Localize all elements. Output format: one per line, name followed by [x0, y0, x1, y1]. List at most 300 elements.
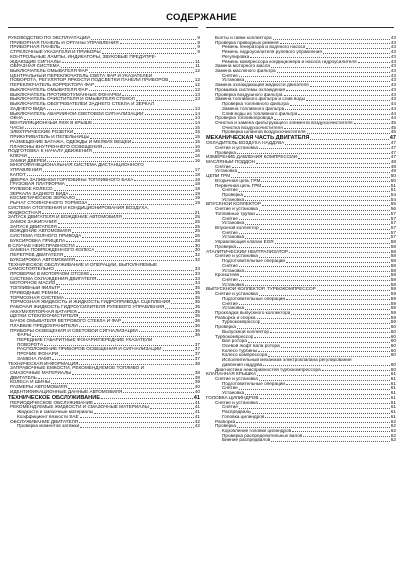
toc-leader-dots [44, 345, 194, 346]
toc-page-number: 15 [194, 130, 200, 135]
toc-leader-dots [281, 347, 390, 348]
toc-leader-dots [28, 157, 194, 158]
toc-page-number: 57 [390, 230, 396, 235]
toc-entry-title: Проверка приводных ремней [215, 40, 279, 45]
toc-page-number: 13 [194, 92, 200, 97]
toc-page-number: 38 [194, 375, 200, 380]
toc-leader-dots [163, 350, 194, 351]
toc-entry-title: ИЗМЕРЕНИЕ ДАВЛЕНИЯ КОМПРЕССИИ [206, 155, 298, 160]
toc-entry-title: Замена топливного фильтра [222, 106, 285, 111]
toc-entry-title: ТЕХНИЧЕСКОЕ ОБСЛУЖИВАНИЕ [8, 394, 100, 401]
toc-leader-dots [310, 139, 388, 140]
toc-leader-dots [248, 342, 390, 343]
toc-page-number: 35 [194, 295, 200, 300]
toc-entry-title: ТЕХНИЧЕСКОЕ ОБСЛУЖИВАНИЕ И ОПЕРАЦИИ, ВЫПОЛНЯЕМЫЕ [8, 262, 158, 267]
toc-leader-dots [95, 86, 194, 87]
toc-leader-dots [358, 62, 390, 63]
toc-page-number: 43 [390, 50, 396, 55]
toc-entry-title: ОБСЛУЖИВАНИЕ ДВИГАТЕЛЯ [10, 419, 79, 424]
toc-leader-dots [56, 284, 193, 285]
toc-page-number: 18 [194, 177, 200, 182]
toc-entry-title: Снятие и установка [215, 400, 258, 405]
toc-entry-title: Вал ротора [222, 339, 247, 344]
toc-entry-title: Установка [222, 235, 245, 240]
toc-leader-dots [286, 262, 390, 263]
toc-entry-title: Снятие и установка [215, 254, 258, 259]
toc-page-number: 60 [390, 367, 396, 372]
toc-entry-title: Снятие [222, 73, 238, 78]
toc-page-number: 43 [390, 92, 396, 97]
toc-page-number: 43 [390, 64, 396, 69]
toc-leader-dots [239, 304, 390, 305]
toc-page-number: 54 [390, 193, 396, 197]
toc-leader-dots [268, 356, 390, 357]
toc-page-number: 41 [193, 394, 200, 401]
toc-page-number: 14 [194, 116, 200, 121]
toc-leader-dots [89, 90, 194, 91]
toc-leader-dots [286, 299, 390, 300]
toc-page-number: 30 [194, 248, 200, 253]
toc-entry-title: РУЛЕВОЕ КОЛЕСО [10, 187, 53, 191]
toc-page-number: 39 [194, 380, 200, 385]
toc-page-number: 58 [390, 273, 396, 278]
toc-page-number: 40 [194, 385, 200, 390]
toc-entry-title: ЗАМЕНА ЛАМП [17, 356, 52, 361]
toc-leader-dots [61, 67, 194, 68]
toc-entry-title: ЦЕНТРАЛЬНЫЙ ПЕРЕКЛЮЧАТЕЛЬ СВЕТА ФАР И УКАЗАТЕЛЕЙ [10, 73, 153, 78]
toc-leader-dots [93, 152, 194, 153]
toc-page-number: 60 [390, 344, 396, 348]
toc-page-number: 44 [390, 111, 396, 116]
toc-entry-title: Проверка топливопровода [215, 116, 273, 121]
toc-leader-dots [275, 243, 390, 244]
toc-entry-title: Осевой люфт вала ротора [222, 344, 280, 348]
toc-page-number: 16 [194, 158, 200, 163]
toc-leader-dots [245, 271, 390, 272]
toc-leader-dots [285, 144, 390, 145]
toc-page-number: 56 [390, 207, 396, 212]
toc-leader-dots [306, 100, 390, 101]
toc-page-number: 37 [194, 356, 200, 361]
toc-page-number: 36 [194, 328, 200, 333]
toc-page-number: 12 [194, 69, 200, 74]
toc-entry-title: Подготовительные операции [222, 381, 286, 386]
toc-page-number: 58 [390, 268, 396, 273]
toc-leader-dots [259, 148, 390, 149]
toc-entry[interactable] [206, 438, 396, 443]
toc-page-number: 9 [197, 36, 200, 40]
toc-entry-title: Болты и гайки коллектора [215, 36, 272, 40]
toc-page-number: 41 [194, 405, 200, 410]
toc-page-number: 47 [390, 141, 396, 146]
toc-leader-dots [262, 186, 390, 187]
toc-leader-dots [285, 109, 390, 110]
toc-page-number: 25 [194, 224, 200, 229]
toc-entry-title: АККУМУЛЯТОРНАЯ БАТАРЕЯ [10, 309, 77, 314]
toc-entry-title: Установка [222, 391, 245, 396]
toc-entry-title: Замена топливного фильтра и слив воды [215, 97, 305, 102]
toc-entry-title: Распредвалы [222, 410, 252, 415]
toc-leader-dots [256, 214, 390, 215]
toc-entry-title: БУКСИРОВКА ПРИЦЕПА [10, 238, 66, 243]
toc-entry[interactable] [8, 424, 200, 429]
toc-page-number: 58 [390, 282, 396, 287]
toc-leader-dots [277, 72, 390, 73]
toc-page-number: 59 [390, 310, 396, 315]
toc-entry-title: ВОЖДЕНИЕ АВТОМОБИЛЯ [10, 229, 72, 234]
toc-page-number: 47 [390, 145, 396, 150]
toc-leader-dots [259, 257, 390, 258]
toc-leader-dots [59, 355, 194, 356]
toc-leader-dots [262, 205, 390, 206]
toc-entry-title: БУКСИРОВКА АВТОМОБИЛЯ [10, 257, 76, 262]
toc-page-number: 36 [194, 323, 200, 328]
toc-page-number: 44 [390, 102, 396, 107]
toc-leader-dots [256, 163, 390, 164]
toc-page-number: 60 [390, 325, 396, 330]
toc-leader-dots [257, 318, 390, 319]
toc-leader-dots [80, 427, 194, 428]
toc-entry-title: ПРИБОРНАЯ ПАНЕЛЬ И ОРГАНЫ УПРАВЛЕНИЯ [10, 40, 119, 45]
toc-leader-dots [61, 48, 196, 49]
toc-leader-dots [245, 285, 390, 286]
toc-leader-dots [80, 417, 194, 418]
toc-entry-title: Установка [222, 78, 245, 83]
toc-entry-title: ДВЕРКА ЗАЛИВНОЙ ГОРЛОВИНЫ ТОПЛИВНОГО БАКА [10, 177, 134, 182]
toc-entry-title: Снятие [222, 216, 238, 221]
toc-entry-title: Ремень генератора и водяного насоса [222, 45, 306, 50]
toc-page-number: 28 [194, 238, 200, 243]
toc-page-number: 35 [194, 309, 200, 314]
toc-page-number: 43 [390, 59, 396, 64]
toc-entry-title: Разборка [215, 419, 236, 424]
toc-entry-title: ЗАМЕНА ПОВРЕЖДЕННОГО КОЛЕСА [10, 248, 95, 253]
toc-entry-title: Диагностика неисправностей турбокомпрессора [215, 367, 321, 372]
toc-page-number: 44 [390, 106, 396, 111]
toc-entry-title: ВЫКЛЮЧАТЕЛЬ ОЧИСТИТЕЛЯ И ОМЫВАТЕЛЯ СТЕКОЛ [10, 97, 135, 102]
toc-entry-title: ВЕНТИЛЯЦИОННЫЙ ЛЮК В КРЫШЕ [10, 120, 93, 125]
toc-leader-dots [240, 276, 390, 277]
toc-entry-title: ПРОВЕРКИ В МОТОРНОМ ОТСЕКЕ [10, 271, 90, 276]
toc-page-number: 59 [390, 296, 396, 301]
toc-leader-dots [150, 408, 194, 409]
title-divider-left [8, 27, 198, 28]
toc-entry-title: Колесо компрессора [222, 353, 268, 358]
toc-entry-title: ЗЕРКАЛА ЗАДНЕГО ВИДА [10, 191, 69, 196]
toc-page-number: 50 [390, 174, 396, 179]
toc-leader-dots [239, 76, 390, 77]
toc-leader-dots [54, 190, 194, 191]
toc-entry-title: Коэффициент вязкости SAE [17, 414, 79, 419]
toc-entry-title: Проверка воздушного фильтра [215, 92, 283, 97]
toc-entry-title: СТРЕЛОЧНЫЕ УКАЗАТЕЛИ И ПРИБОРЫ [10, 50, 101, 55]
toc-leader-dots [260, 229, 390, 230]
toc-page-number: 56 [390, 202, 396, 207]
toc-page-number: 45 [390, 130, 396, 135]
toc-leader-dots [101, 398, 193, 399]
toc-entry-title: Исполнительный механизм электроклапана регулирования [222, 358, 352, 363]
toc-entry-title: Колесо турбины [222, 348, 258, 353]
toc-leader-dots [257, 375, 390, 376]
toc-leader-dots [245, 81, 390, 82]
toc-page-number: 19 [194, 201, 200, 206]
toc-leader-dots [323, 53, 390, 54]
toc-entry-title: Головка цилиндров [222, 414, 265, 419]
toc-page-number: 59 [390, 320, 396, 325]
toc-page-number: 25 [194, 215, 200, 220]
toc-leader-dots [284, 128, 390, 129]
toc-page-number: 14 [194, 120, 200, 125]
toc-page-number: 18 [194, 172, 200, 177]
toc-page-number: 16 [194, 153, 200, 158]
toc-page-number: 43 [390, 54, 396, 59]
toc-leader-dots [145, 114, 194, 115]
toc-entry-title: ОХЛАДИТЕЛЬ ВОЗДУХА НАДДУВА [206, 141, 285, 146]
toc-entry-title: Снятие [222, 188, 238, 193]
toc-leader-dots [259, 403, 390, 404]
toc-leader-dots [82, 237, 194, 238]
toc-page-number: 26 [194, 229, 200, 234]
toc-page-number: 37 [194, 342, 200, 347]
toc-page-number: 15 [194, 139, 200, 144]
toc-entry-title: Проверка [222, 193, 243, 197]
toc-page-number: 41 [194, 414, 200, 419]
toc-entry-title: Слив воды из топливного фильтра [222, 111, 298, 116]
toc-entry-title: Проверка топливного фильтра [222, 102, 289, 107]
toc-entry-title: Очистка и замена фильтрующего элемента воздухоочистителя [215, 120, 353, 125]
toc-entry-title: ПОДГОТОВКА К НАЧАЛУ ДВИЖЕНИЯ [8, 149, 92, 154]
toc-leader-dots [289, 252, 390, 253]
toc-leader-dots [317, 290, 390, 291]
toc-page-number: 43 [390, 73, 396, 78]
toc-entry-title: Кронштейн [215, 273, 240, 278]
toc-entry-title: Установка [222, 268, 245, 273]
toc-page-number: 59 [390, 287, 396, 292]
toc-page-number: 16 [194, 144, 200, 149]
toc-entry-title: ВЫКЛЮЧАТЕЛЬ АВАРИЙНОЙ СВЕТОВОЙ СИГНАЛИЗАЦИИ [10, 111, 144, 116]
toc-leader-dots [260, 398, 390, 399]
toc-leader-dots [306, 48, 389, 49]
toc-page-number: 11 [195, 59, 200, 64]
toc-leader-dots [239, 219, 390, 220]
toc-entry-title: ВЫПУСКНОЙ КОЛЛЕКТОР, ТУРБОКОМПРЕССОР [206, 287, 316, 292]
toc-entry-title: Снятие [222, 386, 238, 391]
toc-page-number: 45 [390, 120, 396, 125]
toc-page-number: 41 [194, 400, 200, 405]
toc-entry-title: МЕХАНИЧЕСКАЯ ЧАСТЬ ДВИГАТЕЛЯ [206, 135, 310, 142]
toc-page-number: 35 [194, 286, 200, 291]
toc-entry-title: КОЛЕСА И ШИНЫ [10, 380, 51, 385]
toc-page-number: 17 [194, 168, 200, 173]
toc-leader-dots [165, 308, 193, 309]
toc-entry-title: ТЕХНИЧЕСКАЯ ИНФОРМАЦИЯ [8, 361, 79, 366]
toc-leader-dots [47, 161, 193, 162]
toc-leader-dots [239, 233, 390, 234]
toc-entry-title: КОНТРОЛЬНЫЕ ЛАМПЫ, ИНДИКАТОРЫ, ЗВУКОВЫЕ ПРЕДУПРЕ- [10, 54, 157, 59]
toc-entry-title: САМОСТОЯТЕЛЬНО [8, 267, 54, 272]
toc-page-number: 59 [390, 292, 396, 297]
toc-entry-title: МНОГОФУНКЦИОНАЛЬНАЯ СИСТЕМА ДИСТАНЦИОННОГО [10, 163, 144, 168]
toc-page-number: 60 [390, 353, 396, 358]
toc-page-number: 43 [390, 69, 396, 74]
toc-leader-dots [93, 123, 194, 124]
toc-page-number: 60 [390, 362, 396, 367]
toc-leader-dots [245, 309, 390, 310]
toc-leader-dots [123, 218, 194, 219]
toc-entry-title: РАБОЧАЯ ЖИДКОСТЬ ГИДРОУСИЛИТЕЛЯ РУЛЕВОГО УПРАВЛЕНИЯ [10, 304, 165, 309]
toc-leader-dots [292, 431, 390, 432]
toc-page-number: 43 [390, 45, 396, 50]
toc-leader-dots [134, 180, 193, 181]
toc-entry-title: Установка [222, 306, 245, 311]
toc-entry-title: АТАЛИТИЧЕСКИЙ НЕЙТРАЛИЗАТОР [206, 249, 289, 254]
toc-left-column [8, 36, 200, 429]
toc-page-number: 61 [390, 395, 396, 400]
toc-entry-title: ИДЕНТИФИКАЦИОННЫЕ ДАННЫЕ АВТОМОБИЛЯ [10, 389, 123, 394]
toc-page-number: 43 [390, 40, 396, 45]
toc-entry-title: ТОРМОЗНАЯ СИСТЕМА [10, 295, 64, 300]
toc-page-number: 18 [194, 182, 200, 187]
toc-page-number: 62 [390, 428, 396, 433]
toc-page-number: 19 [194, 196, 200, 201]
page-title: СОДЕРЖАНИЕ [166, 12, 237, 23]
toc-entry-title: Ремень гидроусилителя рулевого управления [222, 50, 322, 55]
toc-page-number: 43 [390, 36, 396, 40]
toc-entry-title: Ремень компрессора кондиционера и насоса гидроусилителя [222, 59, 357, 64]
toc-page-number: 43 [390, 83, 396, 88]
toc-leader-dots [102, 53, 197, 54]
toc-page-number: 47 [390, 155, 396, 160]
toc-entry-title: Биение распредвалов [222, 438, 271, 443]
toc-entry-title: Установка [215, 169, 238, 174]
toc-entry-title: БАЧОК ОМЫВАТЕЛЯ ВЕТРОВОГО СТЕКЛА И ФАР [10, 319, 122, 324]
toc-entry-title: Снятие [222, 405, 238, 410]
toc-entry-title: ПЕРЕГРЕВ ДВИГАТЕЛЯ [10, 253, 64, 258]
toc-page-number: 43 [390, 87, 396, 92]
toc-leader-dots [322, 370, 390, 371]
toc-entry-title: ЗАПРАВОЧНЫЕ ЕМКОСТИ, РЕКОМЕНДУЕМОЕ ТОПЛИВО И [10, 366, 144, 371]
toc-entry-title: ДВИГАТЕЛЬ [10, 375, 37, 380]
toc-page-number: 41 [194, 410, 200, 415]
toc-page-number: 61 [390, 405, 396, 410]
toc-entry-title: ПЕРЕКЛЮЧАТЕЛЬ КОРРЕКТОРА ФАР [10, 83, 95, 88]
toc-page-number: 48 [390, 164, 396, 169]
toc-entry-title: УПРАВЛЕНИЯ [10, 168, 42, 173]
toc-page-number: 12 [194, 78, 200, 83]
toc-leader-dots [245, 200, 390, 201]
toc-page-number: 51 [390, 188, 396, 193]
toc-entry-title: ФАРЫ [17, 333, 31, 338]
toc-entry-title: Снятие и установка [215, 292, 258, 297]
toc-leader-dots [38, 378, 194, 379]
toc-page-number: 26 [194, 234, 200, 239]
toc-leader-dots [76, 199, 194, 200]
toc-page-number: 40 [194, 389, 200, 394]
toc-page-number: 49 [390, 169, 396, 174]
toc-page-number: 16 [194, 149, 200, 154]
toc-entry-title: ВЫКЛЮЧАТЕЛЬ ОБОГРЕВАТЕЛЕЙ ЗАДНЕГО СТЕКЛА И ЗЕРКАЛ [10, 102, 154, 107]
toc-page-number: 9 [197, 40, 200, 45]
toc-entry-title: Установка [222, 282, 245, 287]
toc-entry-title: ЗАПУСК ДВИГАТЕЛЯ [10, 224, 57, 229]
toc-entry-title: ЗАМОК ЗАЖИГАНИЯ [10, 220, 57, 225]
toc-entry-title: ПОВОРОТА [17, 342, 44, 347]
toc-page-number: 54 [390, 197, 396, 202]
toc-page-number: 58 [390, 259, 396, 264]
toc-leader-dots [238, 172, 390, 173]
toc-leader-dots [271, 67, 390, 68]
toc-entry-title: Турбокомпрессор [215, 334, 254, 339]
toc-leader-dots [310, 86, 390, 87]
toc-leader-dots [245, 394, 390, 395]
toc-leader-dots [43, 171, 194, 172]
toc-entry-title: ГРУЗОВАЯ ПЛАТФОРМА [10, 182, 65, 187]
toc-entry-title: Коробление головки цилиндров [222, 428, 292, 433]
toc-entry-title: ПОВОРОТА, РЕГУЛЯТОР ЯРКОСТИ ПОДСВЕТКИ ПАНЕЛИ ПРИБОРОВ [10, 78, 169, 83]
toc-page-number: 57 [390, 211, 396, 216]
toc-page-number: 57 [390, 221, 396, 226]
toc-leader-dots [237, 153, 390, 154]
toc-entry-title: Турбокомпрессор [222, 320, 261, 325]
toc-entry-title: ПЛАФОНЫ ВНУТРЕННЕГО ОСВЕЩЕНИЯ [10, 144, 103, 149]
toc-page-number: 33 [194, 271, 200, 276]
toc-page-number: 58 [390, 244, 396, 249]
toc-leader-dots [89, 72, 194, 73]
title-divider-right [206, 27, 394, 28]
toc-page-number: 60 [390, 339, 396, 344]
toc-leader-dots [76, 260, 194, 261]
toc-entry-title: Снятие [222, 263, 238, 268]
toc-page-number: 58 [390, 254, 396, 259]
toc-page-number: 61 [390, 414, 396, 419]
toc-leader-dots [51, 383, 194, 384]
toc-page-number: 15 [194, 125, 200, 130]
toc-entry-title: Снятие и установка [215, 145, 258, 150]
toc-page-number: 19 [194, 191, 200, 196]
toc-leader-dots [90, 138, 193, 139]
toc-leader-dots [62, 62, 194, 63]
toc-leader-dots [103, 147, 194, 148]
toc-entry-title: давления наддува [222, 362, 263, 367]
toc-entry-title: ЖИДКОСТНАЯ [8, 210, 42, 215]
toc-page-number: 57 [390, 216, 396, 221]
toc-page-number: 58 [390, 277, 396, 282]
toc-page-number: 61 [390, 391, 396, 396]
toc-page-number: 58 [390, 240, 396, 245]
toc-page-number: 62 [390, 419, 396, 424]
toc-page-number: 32 [194, 257, 200, 262]
toc-leader-dots [298, 114, 389, 115]
toc-page-number: 11 [195, 64, 200, 69]
toc-leader-dots [286, 384, 390, 385]
toc-entry-title: Регулировка [222, 54, 250, 59]
toc-page-number: 59 [390, 306, 396, 311]
toc-entry-title: Замена моторного масла [215, 64, 271, 69]
toc-leader-dots [97, 279, 194, 280]
toc-entry-title: Проверка [215, 244, 236, 249]
toc-leader-dots [245, 224, 390, 225]
toc-leader-dots [123, 392, 194, 393]
toc-page-number: 57 [390, 226, 396, 231]
toc-leader-dots [24, 119, 194, 120]
toc-entry-title: ПЕРИОДИЧЕСКОЕ ОБСЛУЖИВАНИЕ [10, 400, 94, 405]
toc-entry-title: Жидкости и смазочные материалы [17, 410, 94, 415]
toc-page-number: 12 [194, 83, 200, 88]
toc-page-number: 37 [194, 347, 200, 352]
toc-page-number: 34 [194, 281, 200, 286]
toc-entry-title: Выпускной коллектор [222, 329, 269, 334]
toc-leader-dots [52, 359, 194, 360]
